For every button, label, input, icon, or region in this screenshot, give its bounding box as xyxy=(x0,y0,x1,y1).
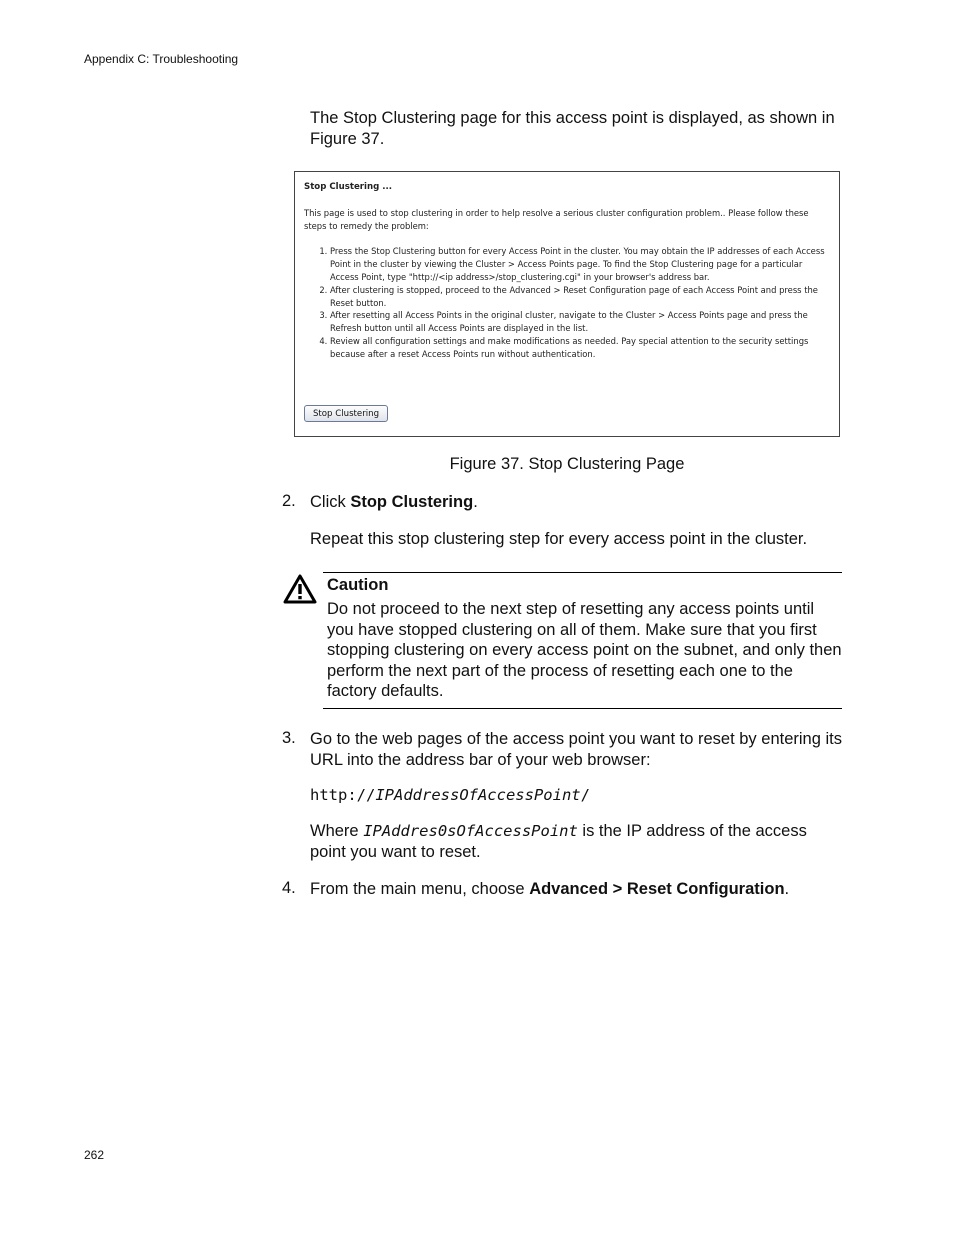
figure-step-item: 1. Press the Stop Clustering button for every Access Point in the cluster. You may obtain the IP addresses of each Access Point in the cluster by viewing the Cluster > Access Points page. To find the Stop Clustering page for a particular Access Point, type "http://<ip address>/stop_clustering.cgi" in your browser's address bar. xyxy=(330,245,829,283)
caution-text: Do not proceed to the next step of resetting any access points until you have stopped clustering on all of them. Make sure that you first stopping clustering on every access point on the subnet, and only then perform the next part of the process of resetting each one to the factory defaults. xyxy=(327,600,842,700)
caution-top-rule xyxy=(323,572,842,573)
url-prefix: http:// xyxy=(310,786,376,804)
url-suffix: / xyxy=(580,786,590,804)
step-4-text xyxy=(310,879,789,900)
where-suffix: is the IP address of the access point you want to reset. xyxy=(310,822,807,861)
step-3-text: Go to the web pages of the access point you want to reset by entering its URL into the address bar of your web browser: xyxy=(310,730,842,769)
figure-intro: This page is used to stop clustering in order to help resolve a serious cluster configuration problem.. Please follow these steps to remedy the problem: xyxy=(304,207,809,231)
repeat-paragraph: Repeat this stop clustering step for every access point in the cluster. xyxy=(310,530,808,548)
stop-clustering-button[interactable]: Stop Clustering xyxy=(304,405,388,422)
caution-bottom-rule xyxy=(323,708,842,709)
where-paragraph xyxy=(310,821,840,863)
where-variable: IPAddres0sOfAccessPoint xyxy=(363,822,578,840)
running-header: Appendix C: Troubleshooting xyxy=(84,52,239,66)
step-2-suffix: . xyxy=(473,493,478,511)
step-3-number: 3. xyxy=(282,729,296,747)
step-2-bold: Stop Clustering xyxy=(350,493,474,511)
url-example xyxy=(310,786,590,804)
caution-title: Caution xyxy=(327,576,389,594)
figure-caption: Figure 37. Stop Clustering Page xyxy=(449,455,685,473)
figure-screenshot xyxy=(294,171,840,437)
step-2-prefix: Click xyxy=(310,493,351,511)
warning-triangle-icon xyxy=(283,574,317,604)
figure-page-title: Stop Clustering ... xyxy=(304,182,393,192)
figure-step-item: 4. Review all configuration settings and make modifications as needed. Pay special attention to the security settings because after a reset Access Points run without authentication. xyxy=(330,335,829,361)
step-4-number: 4. xyxy=(282,879,296,897)
url-variable: IPAddressOfAccessPoint xyxy=(375,786,581,804)
intro-paragraph: The Stop Clustering page for this access point is displayed, as shown in Figure 37. xyxy=(310,109,835,148)
step-4-bold: Advanced > Reset Configuration xyxy=(529,880,785,898)
figure-steps-list xyxy=(304,245,829,360)
step-2-text xyxy=(310,492,478,513)
step-4-prefix: From the main menu, choose xyxy=(310,880,530,898)
figure-step-item: 3. After resetting all Access Points in the original cluster, navigate to the Cluster > Access Points page and press the Refresh button until all Access Points are displayed in the list. xyxy=(330,309,829,335)
page-number: 262 xyxy=(84,1148,105,1162)
step-2-number: 2. xyxy=(282,492,296,510)
where-prefix: Where xyxy=(310,822,364,840)
figure-step-item: 2. After clustering is stopped, proceed to the Advanced > Reset Configuration page of each Access Point and press the Reset button. xyxy=(330,284,829,310)
step-4-suffix: . xyxy=(784,880,790,898)
